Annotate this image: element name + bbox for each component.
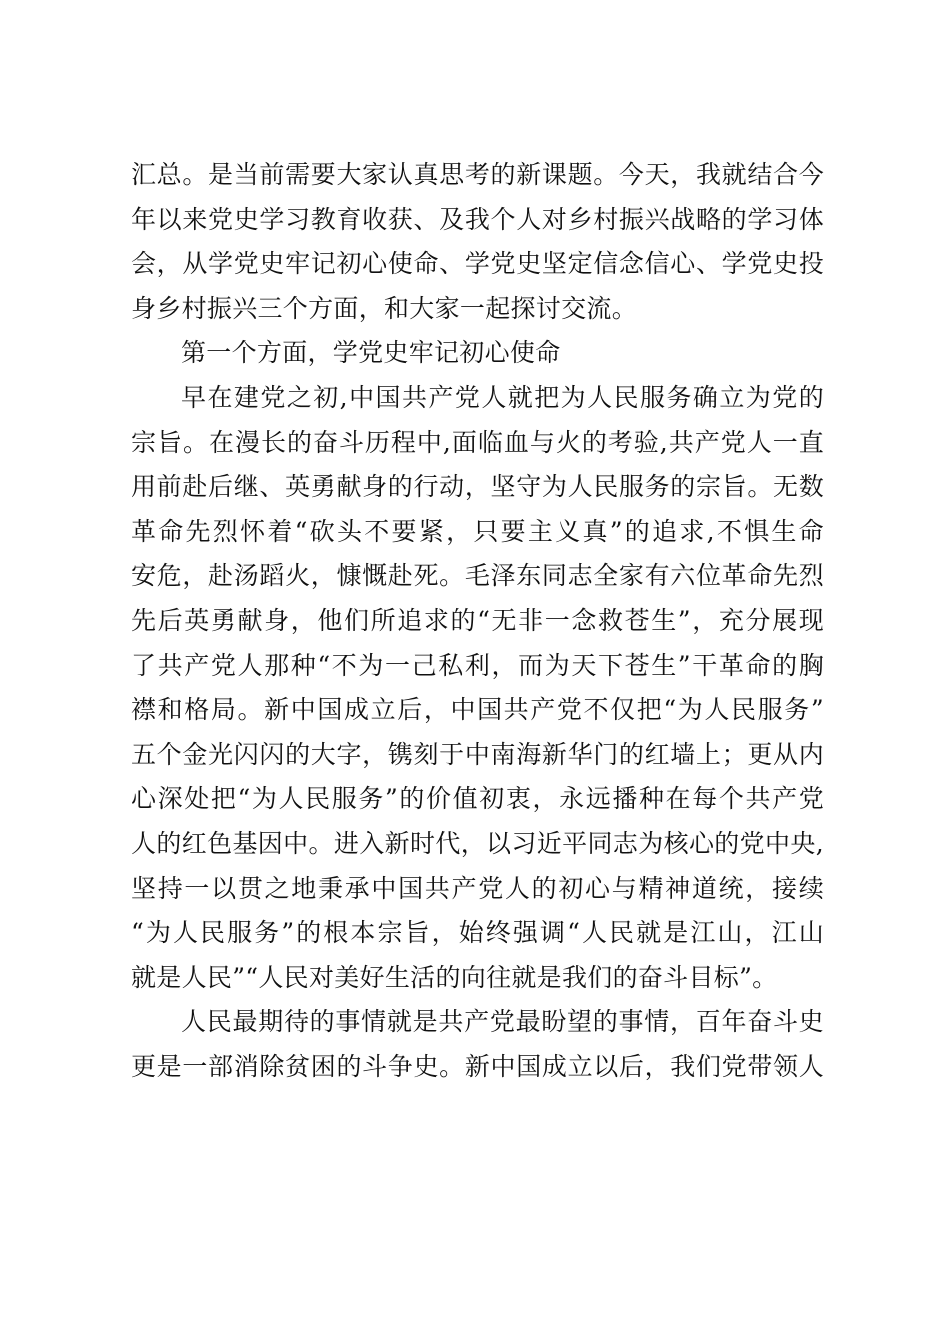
text-line: 早在建党之初,中国共产党人就把为人民服务确立为党的 — [181, 382, 824, 412]
text-line: 宗旨。在漫长的奋斗历程中,面临血与火的考验,共产党人一直 — [131, 427, 824, 457]
text-line: “为人民服务”的根本宗旨，始终强调“人民就是江山，江山 — [131, 918, 824, 948]
text-line: 就是人民”“人民对美好生活的向往就是我们的奋斗目标”。 — [131, 962, 778, 992]
text-line: 身乡村振兴三个方面，和大家一起探讨交流。 — [131, 293, 638, 323]
text-line: 人的红色基因中。进入新时代，以习近平同志为核心的党中央, — [131, 828, 824, 858]
text-line: 安危，赴汤蹈火，慷慨赴死。毛泽东同志全家有六位革命先烈 — [131, 561, 824, 591]
text-line: 革命先烈怀着“砍头不要紧，只要主义真”的追求,不惧生命 — [131, 516, 824, 546]
text-line: 襟和格局。新中国成立后，中国共产党不仅把“为人民服务” — [131, 695, 824, 725]
text-line: 坚持一以贯之地秉承中国共产党人的初心与精神道统，接续 — [131, 873, 824, 903]
text-line: 年以来党史学习教育收获、及我个人对乡村振兴战略的学习体 — [131, 204, 824, 234]
section-heading: 第一个方面，学党史牢记初心使命 — [181, 338, 561, 368]
text-line: 五个金光闪闪的大字，镌刻于中南海新华门的红墙上；更从内 — [131, 739, 824, 769]
text-line: 先后英勇献身，他们所追求的“无非一念救苍生”，充分展现 — [131, 605, 824, 635]
text-line: 心深处把“为人民服务”的价值初衷，永远播种在每个共产党 — [131, 784, 824, 814]
text-line: 会，从学党史牢记初心使命、学党史坚定信念信心、学党史投 — [131, 249, 824, 279]
text-line: 了共产党人那种“不为一己私利，而为天下苍生”干革命的胸 — [131, 650, 824, 680]
text-line: 用前赴后继、英勇献身的行动，坚守为人民服务的宗旨。无数 — [131, 472, 824, 502]
text-line: 人民最期待的事情就是共产党最盼望的事情，百年奋斗史 — [181, 1007, 824, 1037]
text-line: 汇总。是当前需要大家认真思考的新课题。今天，我就结合今 — [131, 160, 824, 189]
text-line: 更是一部消除贫困的斗争史。新中国成立以后，我们党带领人 — [131, 1051, 824, 1081]
document-page — [131, 153, 824, 1089]
